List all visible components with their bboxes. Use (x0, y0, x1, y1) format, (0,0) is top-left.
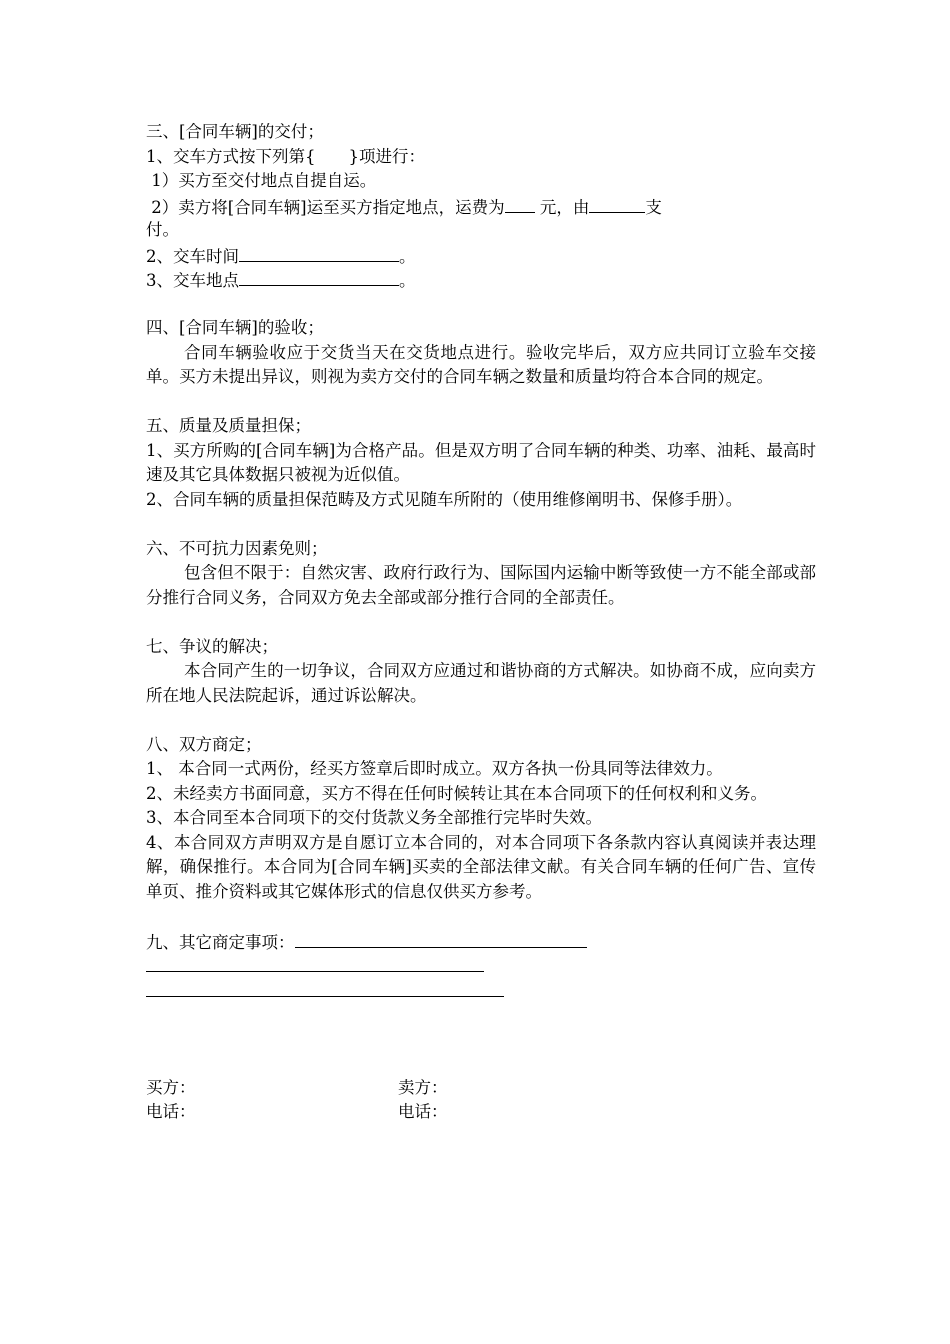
contract-page (146, 120, 816, 1125)
period: 。 (399, 246, 416, 266)
seller-phone-label: 电话： (398, 1102, 448, 1121)
section7-title: 七、争议的解决； (146, 636, 278, 656)
other-terms-blank-3[interactable] (146, 978, 504, 997)
section3-item3 (146, 267, 816, 292)
section8-item1: 1、 本合同一式两份，经买方签章后即时成立。双方各执一份具同等法律效力。 (146, 759, 723, 778)
delivery-time-blank[interactable] (239, 243, 399, 262)
section3-item2 (146, 243, 816, 268)
option2-middle: 元，由 (539, 197, 590, 217)
buyer-label: 买方： (146, 1077, 196, 1097)
signature-row-phones (146, 1100, 816, 1125)
section9-line3 (146, 978, 816, 1003)
section3-title: 三、[合同车辆]的交付； (146, 122, 324, 141)
payer-blank[interactable] (589, 194, 645, 213)
signature-row-parties (146, 1076, 816, 1101)
buyer-phone-label: 电话： (146, 1102, 196, 1121)
section3-option1: 1）买方至交付地点自提自运。 (146, 171, 377, 190)
section9-title-row (146, 929, 816, 954)
section3-option2-cont: 付。 (146, 220, 179, 239)
section7-body: 本合同产生的一切争议，合同双方应通过和谐协商的方式解决。如协商不成，应向卖方所在地人民法院起诉，通过诉讼解决。 (146, 661, 816, 705)
section8-item4: 4、本合同双方声明双方是自愿订立本合同的，对本合同项下各条款内容认真阅读并表达理解，确保推行。本合同为[合同车辆]买卖的全部法律文献。有关合同车辆的任何广告、宣传单页、推介资料或其它媒体形式的信息仅供买方参考。 (146, 832, 816, 901)
section5-title: 五、质量及质量担保； (146, 416, 311, 435)
delivery-time-label: 2、交车时间 (146, 246, 239, 266)
section3-item1: 1、交车方式按下列第{ }项进行： (146, 146, 425, 166)
section4-body: 合同车辆验收应于交货当天在交货地点进行。验收完毕后，双方应共同订立验车交接单。买方未提出异议，则视为卖方交付的合同车辆之数量和质量均符合本合同的规定。 (146, 342, 816, 386)
section6-title: 六、不可抗力因素免则； (146, 538, 328, 558)
option2-end: 支 (645, 197, 662, 217)
section8-item2: 2、未经卖方书面同意，买方不得在任何时候转让其在本合同项下的任何权利和义务。 (146, 783, 767, 803)
section4-title: 四、[合同车辆]的验收； (146, 318, 324, 337)
section6-body: 包含但不限于：自然灾害、政府行政行为、国际国内运输中断等致使一方不能全部或部分推行合同义务，合同双方免去全部或部分推行合同的全部责任。 (146, 563, 816, 607)
section5-item2: 2、合同车辆的质量担保范畴及方式见随车所附的（使用维修阐明书、保修手册）。 (146, 489, 743, 509)
freight-blank[interactable] (505, 194, 535, 213)
other-terms-blank-2[interactable] (146, 953, 484, 972)
seller-label: 卖方： (398, 1077, 448, 1097)
section9-title: 九、其它商定事项： (146, 932, 295, 952)
other-terms-blank-1[interactable] (295, 929, 587, 948)
delivery-place-label: 3、交车地点 (146, 271, 239, 290)
section8-title: 八、双方商定； (146, 734, 262, 754)
section5-item1: 1、买方所购的[合同车辆]为合格产品。但是双方明了合同车辆的种类、功率、油耗、最高时速及其它具体数据只被视为近似值。 (146, 440, 816, 484)
section9-line2 (146, 953, 816, 978)
option2-prefix: 2）卖方将[合同车辆]运至买方指定地点，运费为 (146, 197, 505, 217)
section3-option2 (146, 194, 816, 219)
period: 。 (399, 271, 416, 290)
section8-item3: 3、本合同至本合同项下的交付货款义务全部推行完毕时失效。 (146, 808, 602, 827)
delivery-place-blank[interactable] (239, 267, 399, 286)
